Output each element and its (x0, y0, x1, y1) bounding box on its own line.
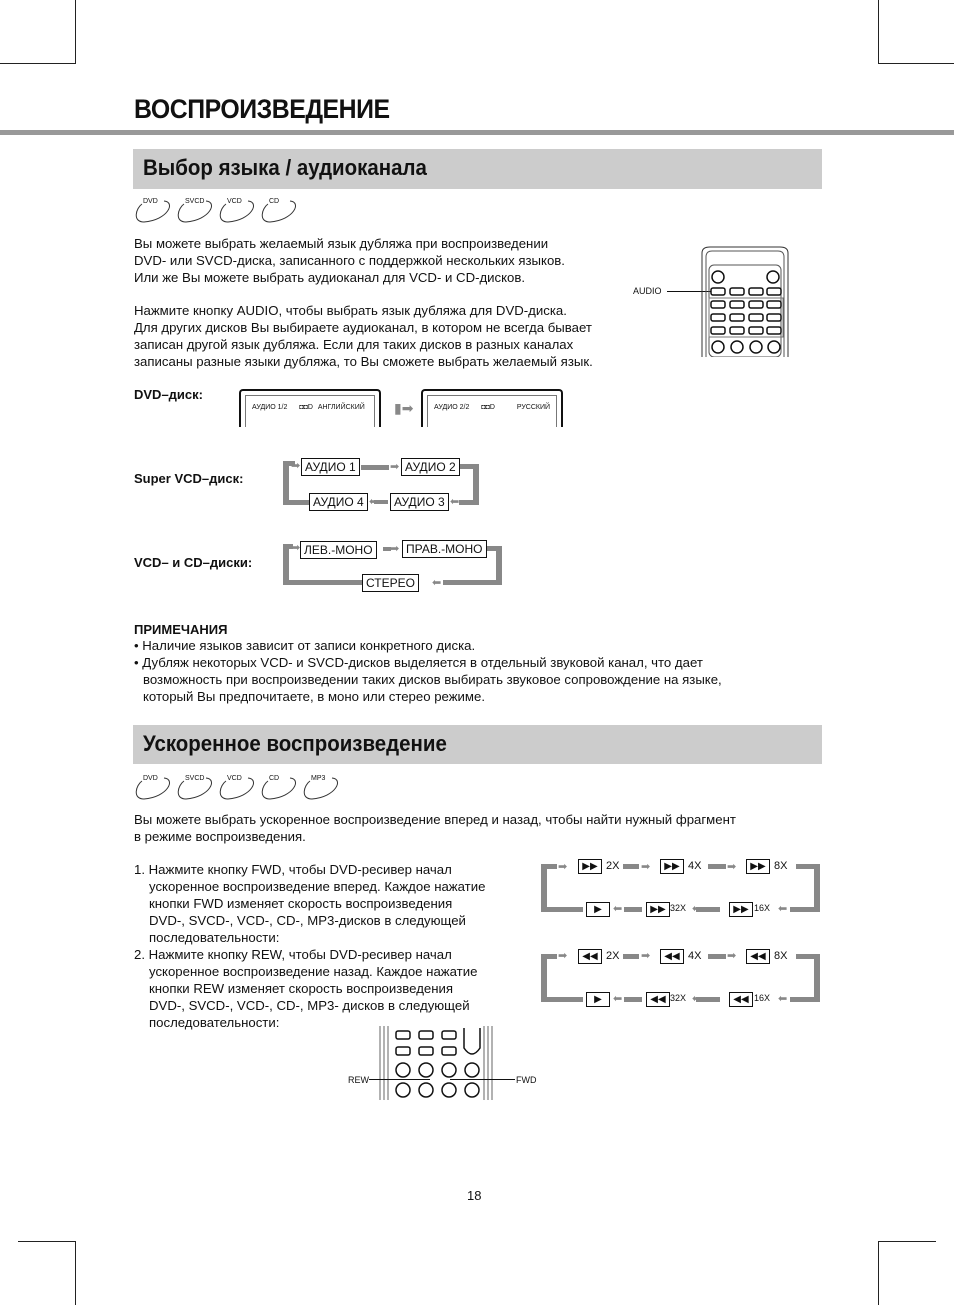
rewind-icon: ◀◀ (729, 992, 753, 1007)
section-header-fast-play (133, 725, 822, 764)
disc-icon: DVD (134, 775, 174, 801)
audio-2-box: АУДИО 2 (401, 458, 460, 476)
fast-forward-icon: ▶▶ (660, 859, 684, 874)
title-rule (0, 130, 954, 135)
page-title: ВОСПРОИЗВЕДЕНИЕ (134, 94, 390, 124)
audio-4-box: АУДИО 4 (309, 493, 368, 511)
disc-icon: DVD (134, 198, 174, 224)
dvd-label: DVD–диск: (134, 387, 203, 402)
right-mono-box: ПРАВ.-МОНО (402, 540, 487, 558)
section-header-language (133, 149, 822, 189)
crop-mark (75, 0, 76, 63)
arrow-right-icon: ▮➡ (394, 400, 414, 416)
section-title: Выбор языка / аудиоканала (143, 155, 427, 180)
disc-icon: CD (260, 775, 300, 801)
fwd-label: FWD (516, 1075, 537, 1085)
crop-mark (0, 63, 76, 64)
osd-screen-1: АУДИО 1/2 ◘◘D АНГЛИЙСКИЙ (239, 389, 381, 427)
crop-mark (878, 63, 954, 64)
left-mono-box: ЛЕВ.-МОНО (300, 541, 377, 559)
disc-icons (134, 775, 342, 801)
note-item-cont: который Вы предпочитаете, в моно или стерео режиме. (143, 689, 485, 704)
fast-forward-icon: ▶▶ (746, 859, 770, 874)
disc-icon: SVCD (176, 775, 216, 801)
rewind-icon: ◀◀ (660, 949, 684, 964)
leader-line (369, 1079, 430, 1080)
crop-mark (878, 0, 879, 63)
section-title: Ускоренное воспроизведение (143, 731, 447, 756)
vcd-cd-label: VCD– и CD–диски: (134, 555, 253, 570)
page-number: 18 (467, 1188, 482, 1203)
dolby-icon: ◘◘ (299, 404, 308, 411)
note-item: • Наличие языков зависит от записи конкретного диска. (134, 638, 476, 653)
intro-paragraph: Вы можете выбрать желаемый язык дубляжа при воспроизведении DVD- или SVCD-диска, записанного с поддержкой нескольких языков. Или же Вы можете выбрать аудиоканал для VCD- и CD-дисков. (134, 236, 565, 285)
crop-mark (75, 1241, 76, 1305)
leader-line (450, 1079, 515, 1080)
audio-1-box: АУДИО 1 (301, 458, 360, 476)
audio-3-box: АУДИО 3 (390, 493, 449, 511)
disc-icons (134, 198, 300, 224)
audio-label: AUDIO (633, 286, 662, 296)
dolby-icon: ◘◘ (481, 404, 490, 411)
osd-screen-2: АУДИО 2/2 ◘◘D РУССКИЙ (421, 389, 563, 427)
rewind-icon: ◀◀ (578, 949, 602, 964)
notes-title: ПРИМЕЧАНИЯ (134, 622, 228, 637)
fast-forward-icon: ▶▶ (578, 859, 602, 874)
fast-forward-icon: ▶▶ (729, 902, 753, 917)
stereo-box: СТЕРЕО (362, 574, 419, 592)
fast-forward-icon: ▶▶ (646, 902, 670, 917)
note-item: • Дубляж некоторых VCD- и SVCD-дисков выделяется в отдельный звуковой канал, что дает (134, 655, 703, 670)
rew-label: REW (348, 1075, 369, 1085)
disc-icon: SVCD (176, 198, 216, 224)
rewind-icon: ◀◀ (746, 949, 770, 964)
rewind-icon: ◀◀ (646, 992, 670, 1007)
fast-play-steps: 1. Нажмите кнопку FWD, чтобы DVD-ресивер начал ускоренное воспроизведение вперед. Каждое нажатие кнопки FWD изменяет скорость воспроизведения DVD-, SVCD-, VCD-, CD-, MP3-дисков в следующей последовательности: 2. Нажмите кнопку REW, чтобы DVD-ресивер начал ускоренное воспроизведение назад. Каждое нажатие кнопки REW изменяет скорость воспроизведения DVD-, SVCD-, VCD-, CD-, MP3- дисков в следующей последовательности: (134, 862, 486, 1030)
crop-mark (18, 1241, 76, 1242)
notes (134, 622, 722, 705)
crop-mark (878, 1241, 879, 1305)
play-icon: ▶ (586, 902, 610, 917)
crop-mark (878, 1241, 936, 1242)
instructions-paragraph: Нажмите кнопку AUDIO, чтобы выбрать язык дубляжа для DVD-диска. Для других дисков Вы выбираете аудиоканал, в котором не всегда бывает записан другой язык дубляжа. Если для таких дисков в разных каналах записаны разные языки дубляжа, то Вы сможете выбрать желаемый язык. (134, 303, 593, 369)
disc-icon: VCD (218, 775, 258, 801)
remote-control-illustration (700, 245, 790, 357)
disc-icon: MP3 (302, 775, 342, 801)
disc-icon: VCD (218, 198, 258, 224)
disc-icon: CD (260, 198, 300, 224)
svcd-label: Super VCD–диск: (134, 471, 244, 486)
fast-play-intro: Вы можете выбрать ускоренное воспроизведение вперед и назад, чтобы найти нужный фрагмент в режиме воспроизведения. (134, 812, 736, 844)
note-item-cont: возможность при воспроизведении таких дисков выбирать звуковое сопровождение на языке, (143, 672, 722, 687)
play-icon: ▶ (586, 992, 610, 1007)
remote-rew-fwd-illustration (378, 1026, 496, 1100)
